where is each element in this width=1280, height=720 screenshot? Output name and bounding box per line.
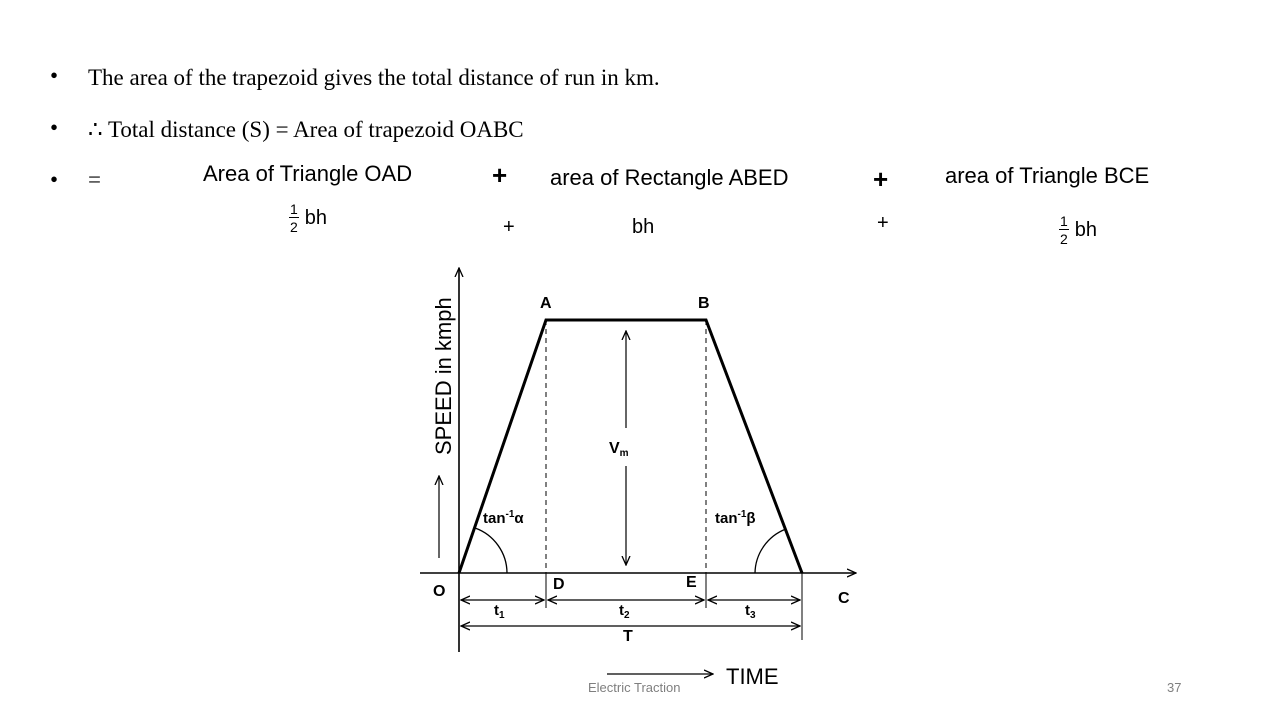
formula-plus-2: + [877,212,889,234]
point-label-d: D [553,576,565,593]
bullet-marker-2: • [50,115,59,140]
term-triangle-bce: area of Triangle BCE [945,163,1150,188]
point-label-b: B [698,295,710,312]
t1-label: $t_1$ [494,602,505,621]
formula-bh-middle: bh [632,216,655,238]
point-label-e: E [686,574,697,591]
angle-arc-right [755,529,786,573]
point-label-a: A [540,295,552,312]
fraction-half: $\frac{1}{2}$ [290,201,298,235]
bullet-text-1: The area of the trapezoid gives the total distance of run in km. [88,65,660,90]
bullet-text-2: ∴ Total distance (S) = Area of trapezoid OABC [88,117,524,142]
angle-label-right: $\tan^{-1}\beta$ [715,509,756,527]
angle-arc-left [475,528,507,573]
y-axis-label: SPEED in kmph [431,297,456,455]
point-label-c: C [838,590,850,607]
formula-plus-1: + [503,216,515,238]
angle-label-left: $\tan^{-1}\alpha$ [483,509,524,527]
page-number: 37 [1167,680,1182,695]
fraction-half: $\frac{1}{2}$ [1060,213,1068,247]
plus-sign-1: + [492,160,508,190]
x-axis-label: TIME [726,664,779,689]
total-time-label: T [623,628,633,645]
t2-label: $t_2$ [619,602,630,621]
bullet-text-3: = [88,167,101,192]
point-label-o: O [433,583,446,600]
formula-bh: bh [304,206,328,229]
bullet-marker-3: • [50,167,59,192]
term-triangle-oad: Area of Triangle OAD [203,161,413,186]
footer-title: Electric Traction [588,680,681,695]
term-rectangle-abed: area of Rectangle ABED [550,165,789,190]
trapezoid-oabc [459,320,802,573]
plus-sign-2: + [873,164,889,194]
bullet-marker-1: • [50,63,59,88]
t3-label: $t_3$ [745,602,756,621]
formula-bh: bh [1074,218,1098,241]
vm-label: Vm [609,440,629,459]
